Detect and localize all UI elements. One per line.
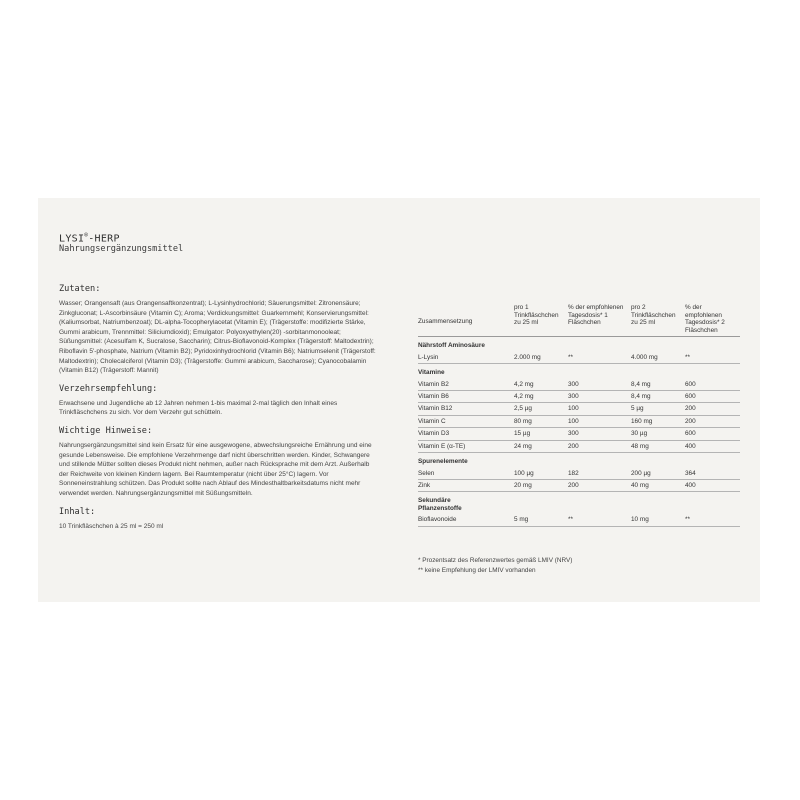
table-cell: 2.000 mg xyxy=(514,353,541,361)
table-group-label: Sekundäre Pflanzenstoffe xyxy=(418,497,462,512)
table-cell: 300 xyxy=(568,430,579,438)
table-cell: 4,2 mg xyxy=(514,380,534,388)
table-cell: 300 xyxy=(568,380,579,388)
column-header: Zusammensetzung xyxy=(418,318,473,325)
brand-title: LYSI®-HERP xyxy=(59,232,120,245)
table-cell: 30 µg xyxy=(631,430,648,438)
table-cell: 5 mg xyxy=(514,516,529,524)
table-cell: ** xyxy=(685,353,690,361)
product-subtitle: Nahrungsergänzungsmittel xyxy=(59,244,184,254)
section-text: Erwachsene und Jugendliche ab 12 Jahren nehmen 1-bis maximal 2-mal täglich den Inhalt eines Trinkfläschchens zu sich. Vor dem Verzehr gut schütteln. xyxy=(59,399,338,417)
column-header: % der empfohlenen Tagesdosis* 2 Fläschchen xyxy=(685,304,725,334)
table-cell: Vitamin E (α-TE) xyxy=(418,442,466,450)
table-cell: 100 µg xyxy=(514,469,534,477)
table-row xyxy=(418,379,740,391)
table-cell: Selen xyxy=(418,469,435,477)
table-cell: L-Lysin xyxy=(418,353,439,361)
table-cell: 400 xyxy=(685,442,696,450)
info-column xyxy=(59,284,377,539)
table-group-label: Spurenelemente xyxy=(418,457,468,465)
column-header: pro 2 Trinkfläschchen zu 25 ml xyxy=(631,304,676,327)
table-cell: Vitamin C xyxy=(418,417,446,425)
table-cell: ** xyxy=(685,516,690,524)
table-cell: 5 µg xyxy=(631,405,644,413)
table-cell: Zink xyxy=(418,481,431,489)
table-row xyxy=(418,416,740,428)
table-cell: 10 mg xyxy=(631,516,649,524)
table-row xyxy=(418,391,740,403)
table-cell: ** xyxy=(568,353,573,361)
table-cell: 200 xyxy=(685,405,696,413)
table-cell: 80 mg xyxy=(514,417,532,425)
table-cell: 300 xyxy=(568,392,579,400)
table-cell: 15 µg xyxy=(514,430,531,438)
section-heading: Verzehrsempfehlung: xyxy=(59,383,158,394)
table-cell: 8,4 mg xyxy=(631,380,651,388)
table-row xyxy=(418,403,740,415)
dosage-section xyxy=(59,384,377,418)
footnote: ** keine Empfehlung der LMIV vorhanden xyxy=(418,567,536,574)
footnote: * Prozentsatz des Referenzwertes gemäß LMIV (NRV) xyxy=(418,557,573,564)
table-cell: 24 mg xyxy=(514,442,532,450)
table-cell: 600 xyxy=(685,380,696,388)
table-cell: 200 µg xyxy=(631,469,651,477)
table-cell: 8,4 mg xyxy=(631,392,651,400)
table-cell: 600 xyxy=(685,430,696,438)
table-group-label: Nährstoff Aminosäure xyxy=(418,342,485,349)
table-cell: 400 xyxy=(685,481,696,489)
table-cell: 100 xyxy=(568,405,579,413)
table-cell: 200 xyxy=(568,481,579,489)
section-text: 10 Trinkfläschchen à 25 ml = 250 ml xyxy=(59,522,164,530)
table-cell: 182 xyxy=(568,469,579,477)
table-cell: Vitamin B6 xyxy=(418,392,449,400)
table-cell: 100 xyxy=(568,417,579,425)
section-text: Nahrungsergänzungsmittel sind kein Ersatz für eine ausgewogene, abwechslungsreiche Ernährung und eine gesunde Lebensweise. Die empfohlene Verzehrmenge darf nicht überschritten werden. Kinder, Schwangere und stillende Mütter sollten dieses Produkt nicht nehmen, außer nach Rücksprache mit dem Arzt. Außerhalb der Reichweite von kleinen Kindern lagern. Bei Raumtemperatur (nicht über 25°C) lagern. Vor Sonneneinstrahlung schützen. Das Produkt sollte nach Ablauf des Mindesthaltbarkeitsdatums nicht mehr verwendet werden. Nahrungsergänzungsmittel mit Süßungsmitteln. xyxy=(59,441,372,497)
table-cell: 364 xyxy=(685,469,696,477)
ingredients-section xyxy=(59,284,377,376)
table-cell: Vitamin D3 xyxy=(418,430,450,438)
table-cell: 20 mg xyxy=(514,481,532,489)
table-row xyxy=(418,441,740,453)
table-row xyxy=(418,480,740,492)
section-heading: Inhalt: xyxy=(59,506,96,517)
table-cell: 160 mg xyxy=(631,417,653,425)
contents-section xyxy=(59,507,377,532)
table-cell: Vitamin B2 xyxy=(418,380,449,388)
column-header: % der empfohlenen Tagesdosis* 1 Fläschchen xyxy=(568,304,624,327)
table-row xyxy=(418,428,740,440)
column-header: pro 1 Trinkfläschchen zu 25 ml xyxy=(514,304,559,327)
table-cell: 2,5 µg xyxy=(514,405,532,413)
table-cell: 200 xyxy=(568,442,579,450)
table-cell: 4.000 mg xyxy=(631,353,658,361)
table-row xyxy=(418,514,740,526)
footnotes xyxy=(418,556,572,576)
section-heading: Wichtige Hinweise: xyxy=(59,425,153,436)
table-cell: ** xyxy=(568,516,573,524)
table-cell: 4,2 mg xyxy=(514,392,534,400)
table-group-label: Vitamine xyxy=(418,368,445,376)
table-row xyxy=(418,352,740,364)
table-header xyxy=(418,298,740,337)
table-cell: Bioflavonoide xyxy=(418,516,457,524)
table-cell: 600 xyxy=(685,392,696,400)
table-cell: 40 mg xyxy=(631,481,649,489)
table-cell: 48 mg xyxy=(631,442,649,450)
table-cell: Vitamin B12 xyxy=(418,405,453,413)
table-cell: 200 xyxy=(685,417,696,425)
warnings-section xyxy=(59,426,377,499)
nutrition-table xyxy=(418,298,740,527)
table-row xyxy=(418,468,740,480)
section-text: Wasser; Orangensaft (aus Orangensaftkonzentrat); L-Lysinhydrochlorid; Säuerungsmittel: Zitronensäure; Zinkgluconat; L-Ascorbinsäure (Vitamin C); Aroma; Verdickungsmittel: Guarkernmehl; Konservierungsmittel: (Kaliumsorbat, Natriumbenzoat); DL-alpha-Tocopherylacetat (Vitamin E); (Trägerstoffe: modifizierte Stärke, Gummi arabicum, Trennmittel: Siliciumdioxid); Emulgator: Polyoxyethylen(20) -sorbitanmonooleat; Süßungsmittel: (Acesulfam K, Sucralose, Saccharin); Citrus-Bioflavonoid-Komplex (Trägerstoff: Maltodextrin); Riboflavin 5'-phosphate, Natrium (Vitamin B2); Pyridoxinhydrochlorid (Vitamin B6); Natriumselenit (Trägerstoff: Maltodextrin); Cholecalciferol (Vitamin D3); (Trägerstoffe: Gummi arabicum, Saccharose); Cyanocobalamin (Vitamin B12) (Trägerstoff: Mannit) xyxy=(59,300,376,375)
section-heading: Zutaten: xyxy=(59,284,101,294)
